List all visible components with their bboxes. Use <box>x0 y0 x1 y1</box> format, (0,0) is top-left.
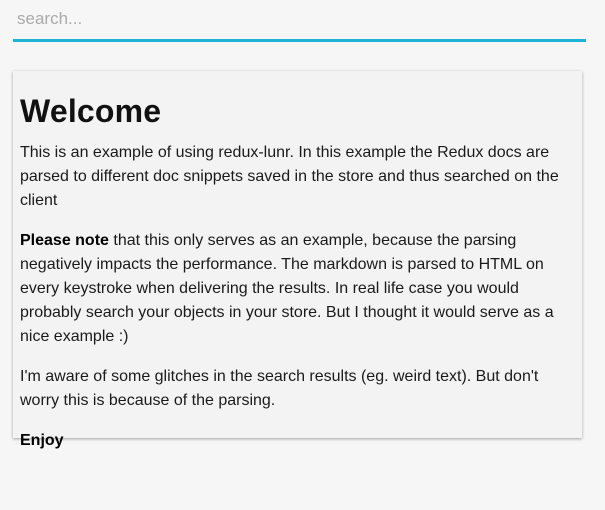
search-input[interactable] <box>13 0 586 38</box>
intro-paragraph: This is an example of using redux-lunr. In this example the Redux docs are parsed to different doc snippets saved in the store and thus searched on the client <box>20 144 559 209</box>
page-title: Welcome <box>20 93 162 129</box>
closing-text: Enjoy <box>20 432 64 449</box>
glitches-paragraph: I'm aware of some glitches in the search results (eg. weird text). But don't worry this is because of the parsing. <box>20 368 539 409</box>
note-label: Please note <box>20 232 109 249</box>
note-paragraph <box>20 229 576 349</box>
search-bar <box>13 0 586 42</box>
welcome-card <box>13 71 582 449</box>
note-text: that this only serves as an example, because the parsing negatively impacts the performance. The markdown is parsed to HTML on every keystroke when delivering the results. In real life case you would probably search your objects in your store. But I thought it would serve as a nice example :) <box>20 232 554 345</box>
